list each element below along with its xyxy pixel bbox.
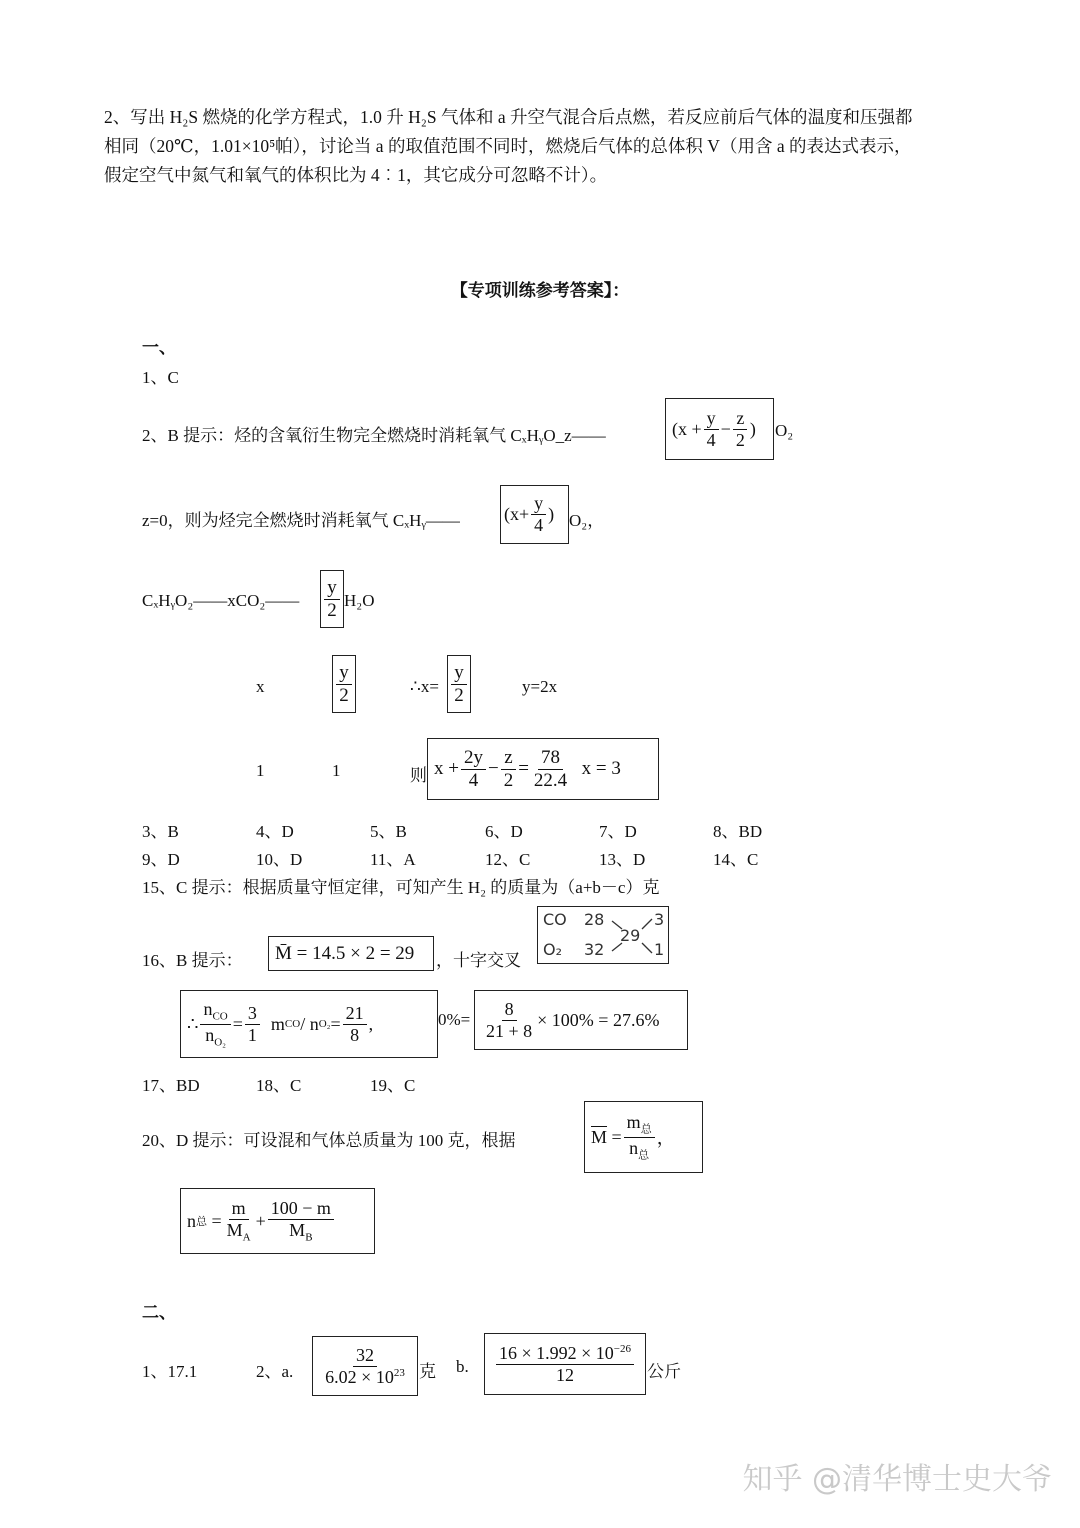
- hydrocarbon-formula-box: (x+ $\frac{y}{4}$ ): [500, 485, 569, 544]
- mass-calc-box: $\frac{16 \times 1.992 \times 10^{-26}}{12}$: [484, 1333, 646, 1395]
- row-one-b: 1: [332, 761, 341, 780]
- cross-diagram-box: [537, 906, 669, 964]
- answer-9: 9、D: [142, 850, 180, 869]
- section-one-label: 一、: [142, 338, 176, 357]
- percent-label: 0%=: [438, 1010, 471, 1029]
- question-paragraph: [104, 103, 984, 190]
- cross-co: CO: [543, 910, 567, 929]
- mean-molar-mass-eq: M̄ = 14.5 × 2 = 29: [275, 942, 415, 964]
- mole-ratio-box: ∴ $\frac{n_{CO}}{n_{O_2}}$ = $\frac{3}{1}$ m CO / n O₂ = $\frac{21}{8}$ ,: [180, 990, 438, 1058]
- mean-molar-mass-box: [268, 936, 434, 971]
- question-line-3: 假定空气中氮气和氧气的体积比为 4︰1，其它成分可忽略不计）。: [104, 165, 608, 185]
- section2-answer-2a: 2、a.: [256, 1362, 294, 1381]
- answer-6: 6、D: [485, 822, 523, 841]
- y-equals-2x: y=2x: [522, 677, 558, 696]
- unit-gongjin: 公斤: [647, 1362, 681, 1381]
- answer-11: 11、A: [370, 850, 416, 869]
- combustion-relation-suffix: H₂O: [344, 591, 375, 610]
- row-ze: 则: [410, 766, 427, 785]
- answer-8: 8、BD: [713, 822, 763, 841]
- answer-2-hint: 2、B 提示：烃的含氧衍生物完全燃烧时消耗氧气 CₓHᵧO_z——: [142, 426, 606, 445]
- watermark: 知乎 @清华博士史大爷: [742, 1462, 1052, 1497]
- ratio-box-1: $\frac{y}{2}$: [332, 655, 356, 713]
- answer-3: 3、B: [142, 822, 179, 841]
- answer-12: 12、C: [485, 850, 531, 869]
- cross-method-label: ，十字交叉: [436, 951, 521, 970]
- ratio-box-2: $\frac{y}{2}$: [447, 655, 471, 713]
- cross-o2: O₂: [543, 940, 563, 959]
- answer-13: 13、D: [599, 850, 646, 869]
- answer-4: 4、D: [256, 822, 294, 841]
- atom-mass-box: $\frac{32}{6.02 \times 10^{23}}$: [312, 1336, 418, 1396]
- question-line-1: 2、写出 H₂S 燃烧的化学方程式，1.0 升 H₂S 气体和 a 升空气混合后点燃，若反应前后气体的温度和压强都: [104, 107, 913, 127]
- answer-18: 18、C: [256, 1076, 302, 1095]
- cross-28: 28: [584, 910, 605, 929]
- answer-15: 15、C 提示：根据质量守恒定律，可知产生 H₂ 的质量为（a+b－c）克: [142, 878, 660, 897]
- answer-2-suffix: O₂: [775, 421, 794, 440]
- hydrocarbon-suffix: O₂，: [569, 511, 605, 530]
- answer-16-hint: 16、B 提示：: [142, 951, 243, 970]
- percent-calc-box: $\frac{8}{21 + 8}$ × 100% = 27.6%: [474, 990, 688, 1050]
- unit-ke: 克: [419, 1362, 436, 1381]
- cross-1: 1: [654, 940, 665, 959]
- answer-10: 10、D: [256, 850, 303, 869]
- cross-3: 3: [654, 910, 665, 929]
- total-moles-box: n 总 = $\frac{m}{M_A}$ + $\frac{100 - m}{M_B}$: [180, 1188, 375, 1254]
- combustion-relation: CₓHᵧO₂——xCO₂——: [142, 591, 300, 610]
- therefore-x: ∴x=: [410, 677, 439, 696]
- section2-answer-b: b.: [456, 1357, 469, 1376]
- section2-answer-1: 1、17.1: [142, 1362, 198, 1381]
- answer-7: 7、D: [599, 822, 637, 841]
- water-ratio-box: $\frac{y}{2}$: [320, 570, 344, 628]
- cross-32: 32: [584, 940, 605, 959]
- solve-x-box: x + $\frac{2y}{4}$ − $\frac{z}{2}$ = $\frac{78}{22.4}$ x = 3: [427, 738, 659, 800]
- answers-heading: 【专项训练参考答案】：: [450, 281, 630, 300]
- answer-19: 19、C: [370, 1076, 416, 1095]
- mean-mass-formula-box: $\overline{M}$ = $\frac{m_总}{n_总}$ ，: [584, 1101, 703, 1173]
- row-one-a: 1: [256, 761, 265, 780]
- hydrocarbon-hint: z=0，则为烃完全燃烧时消耗氧气 CₓHᵧ——: [142, 511, 460, 530]
- row-x: x: [256, 677, 265, 696]
- answer-14: 14、C: [713, 850, 759, 869]
- answer-20-hint: 20、D 提示：可设混和气体总质量为 100 克，根据: [142, 1131, 516, 1150]
- answer-1: 1、C: [142, 368, 179, 387]
- section-two-label: 二、: [142, 1303, 176, 1322]
- answer-5: 5、B: [370, 822, 407, 841]
- answer-17: 17、BD: [142, 1076, 200, 1095]
- q20-comma: ，: [656, 1128, 675, 1148]
- oxygen-formula-box: (x + $\frac{y}{4}$ − $\frac{z}{2}$ ): [665, 398, 774, 460]
- cross-29: 29: [620, 926, 641, 945]
- question-line-2: 相同（20℃，1.01×10⁵帕），讨论当 a 的取值范围不同时，燃烧后气体的总体积 V（用含 a 的表达式表示，: [104, 136, 912, 156]
